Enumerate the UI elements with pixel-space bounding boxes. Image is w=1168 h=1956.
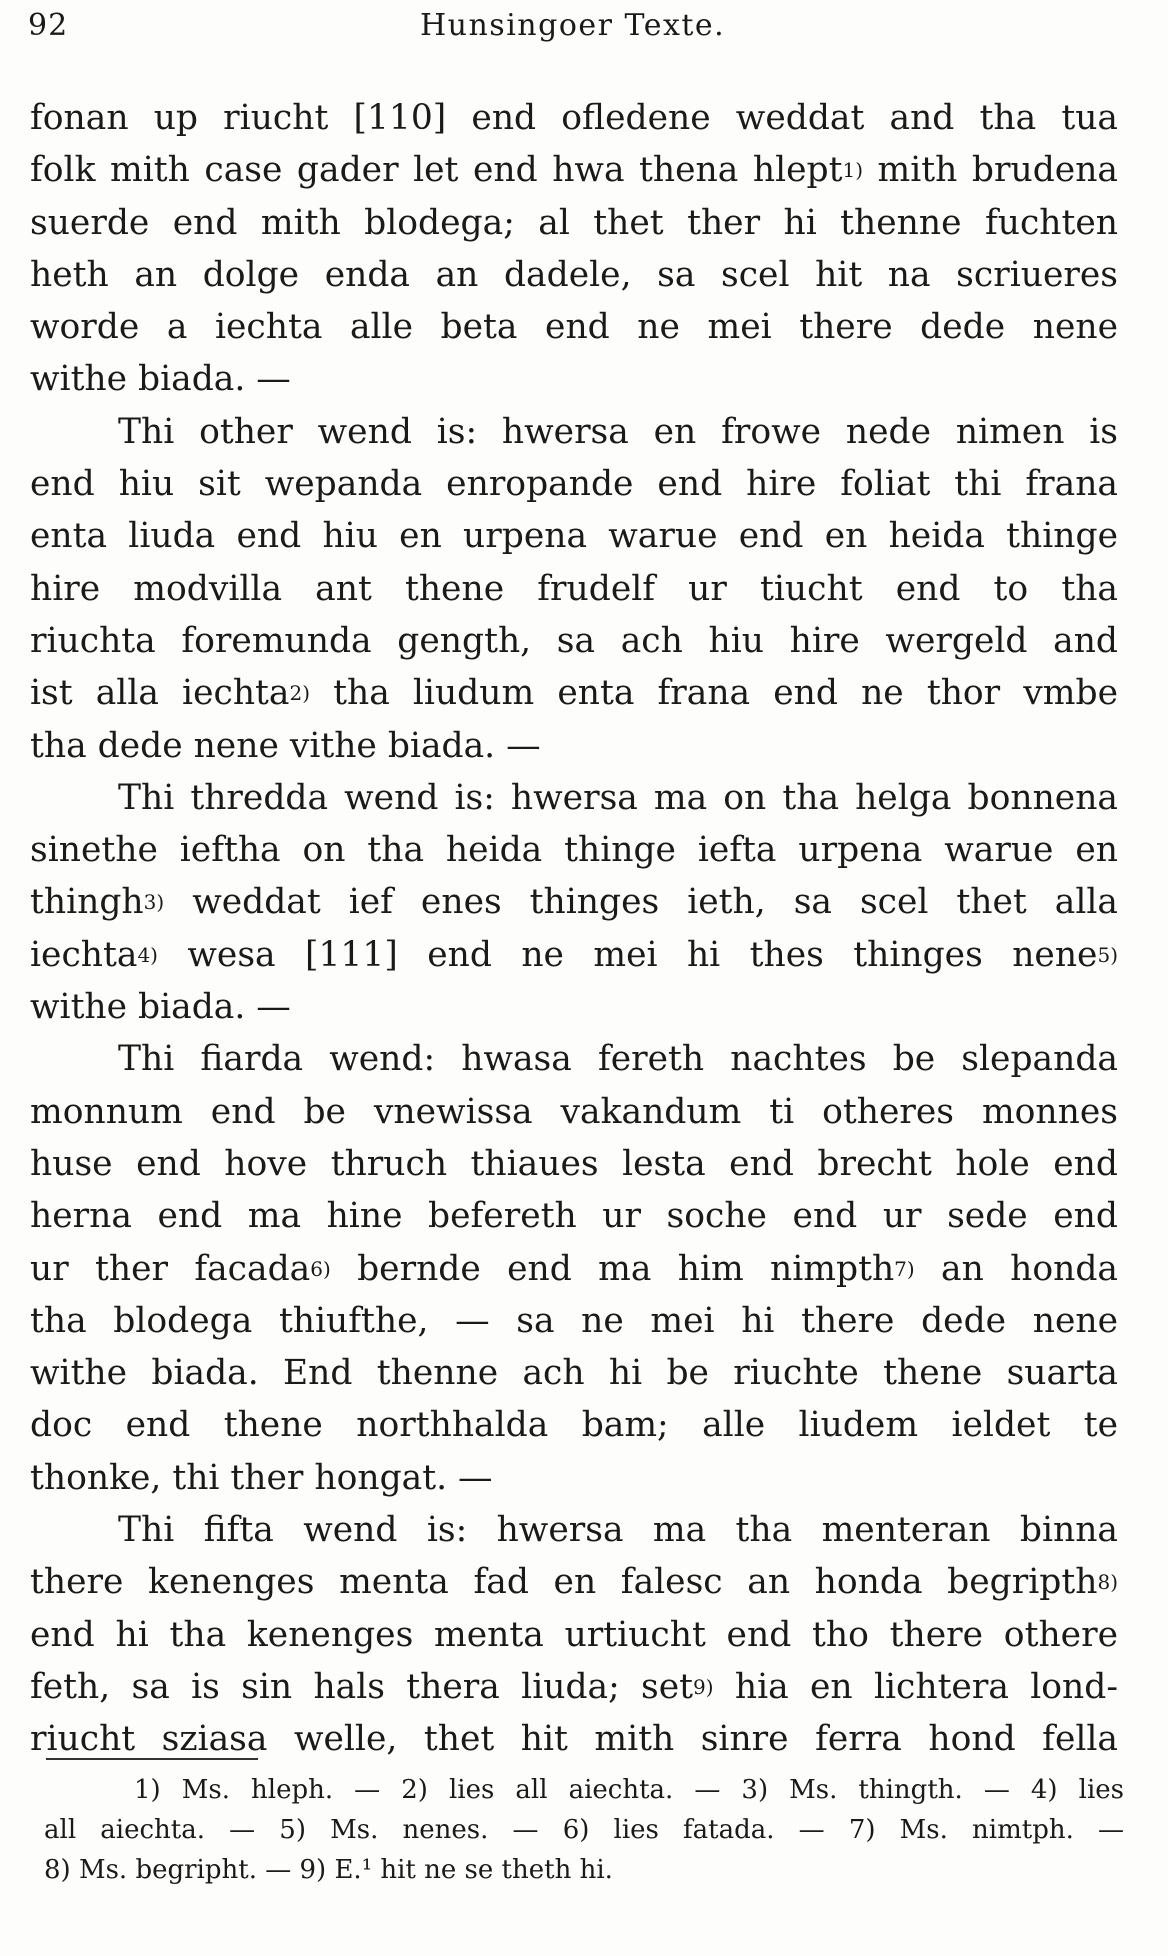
footnotes (44, 1770, 1124, 1890)
text-line: withe biada. — (30, 359, 291, 400)
text-segment: tha liudum enta frana end ne thor vmbe (333, 673, 1118, 714)
footnote-marker: 3) (143, 890, 165, 915)
text-segment: folk mith case gader let end hwa thena hlept (30, 150, 843, 191)
footnote-marker: 2) (289, 681, 310, 706)
page-number: 92 (28, 8, 69, 43)
text-line: monnum end be vnewissa vakandum ti otheres monnes (30, 1091, 1118, 1132)
text-line (30, 1243, 1118, 1295)
text-segment: bernde end ma him nimpth (357, 1248, 895, 1289)
text-segment: wesa [111] end ne mei hi thes thinges nene (187, 934, 1098, 975)
text-line: heth an dolge enda an dadele, sa scel hit na scriueres (30, 254, 1118, 295)
text-segment: there kenenges menta fad en falesc an honda begripth (30, 1562, 1098, 1603)
text-line (30, 929, 1118, 981)
text-segment: mith brudena (877, 150, 1118, 191)
text-line: enta liuda end hiu en urpena warue end en heida thinge (30, 516, 1118, 557)
text-line: riucht sziasa welle, thet hit mith sinre ferra hond fella (30, 1719, 1118, 1760)
text-line: huse end hove thruch thiaues lesta end brecht hole end (30, 1143, 1118, 1184)
text-line: riuchta foremunda gength, sa ach hiu hire wergeld and (30, 620, 1118, 661)
text-line: withe biada. End thenne ach hi be riuchte thene suarta (30, 1353, 1118, 1394)
page-header (28, 8, 1128, 52)
text-line: Thi other wend is: hwersa en frowe nede nimen is (118, 411, 1118, 452)
text-segment: thingh (30, 882, 144, 923)
text-segment: feth, sa is sin hals thera liuda; set (30, 1666, 694, 1707)
text-line (30, 1661, 1118, 1713)
text-segment: ist alla iechta (30, 673, 290, 714)
text-line: Thi fifta wend is: hwersa ma tha menteran binna (118, 1510, 1118, 1551)
footnote-marker: 5) (1097, 942, 1118, 967)
text-line: herna end ma hine befereth ur soche end ur sede end (30, 1196, 1118, 1237)
text-line (30, 876, 1118, 928)
text-line: thonke, thi ther hongat. — (30, 1457, 493, 1498)
text-line: suerde end mith blodega; al thet ther hi thenne fuchten (30, 202, 1118, 243)
text-line: sinethe iefthа on tha heida thinge iefta urpena warue en (30, 830, 1118, 871)
footnote-marker: 1) (842, 158, 864, 183)
text-segment: iechta (30, 934, 138, 975)
footnote-marker: 6) (310, 1256, 331, 1281)
footnote-line: 1) Ms. hleph. — 2) lies all aiechta. — 3) Ms. thingth. — 4) lies (134, 1775, 1124, 1805)
text-line: withe biada. — (30, 987, 291, 1028)
text-segment: an honda (941, 1248, 1118, 1289)
text-segment: ur ther facada (30, 1248, 311, 1289)
text-segment: weddat ief enes thinges ieth, sa scel thet alla (192, 882, 1118, 923)
text-line: end hi tha kenenges menta urtiucht end tho there othere (30, 1614, 1118, 1655)
text-line: Thi fiarda wend: hwasa fereth nachtes be slepanda (118, 1039, 1118, 1080)
footnote-line: all aiechta. — 5) Ms. nenes. — 6) lies fatada. — 7) Ms. nimtph. — (44, 1815, 1124, 1845)
footnote-marker: 7) (894, 1256, 915, 1281)
text-line: hire modvilla ant thene frudelf ur tiucht end to tha (30, 568, 1118, 609)
text-line: tha dede nene vithe biada. — (30, 725, 541, 766)
text-line (30, 1556, 1118, 1608)
footnote-divider (46, 1758, 258, 1760)
text-segment: hia en lichtera lond- (734, 1666, 1118, 1707)
text-line: Thi thredda wend is: hwersa ma on tha helga bonnena (118, 777, 1118, 818)
text-line: fonan up riucht [110] end ofledene weddat and tha tua (30, 98, 1118, 138)
text-line: tha blodega thiufthe, — sa ne mei hi there dede nene (30, 1300, 1118, 1341)
running-title: Hunsingoer Texte. (420, 8, 726, 43)
text-line (30, 144, 1118, 196)
text-line: end hiu sit wepanda enropande end hire foliat thi frana (30, 464, 1118, 505)
text-line (30, 667, 1118, 719)
footnote-marker: 8) (1097, 1570, 1118, 1595)
footnote-line: 8) Ms. begripht. — 9) E.¹ hit ne se theth hi. (44, 1855, 613, 1885)
text-line: doc end thene northhalda bam; alle liudem ieldet te (30, 1405, 1118, 1446)
footnote-marker: 9) (693, 1674, 714, 1699)
footnote-marker: 4) (137, 942, 158, 967)
body-text (30, 92, 1118, 1766)
text-line: worde a iechta alle beta end ne mei there dede nene (30, 307, 1118, 348)
